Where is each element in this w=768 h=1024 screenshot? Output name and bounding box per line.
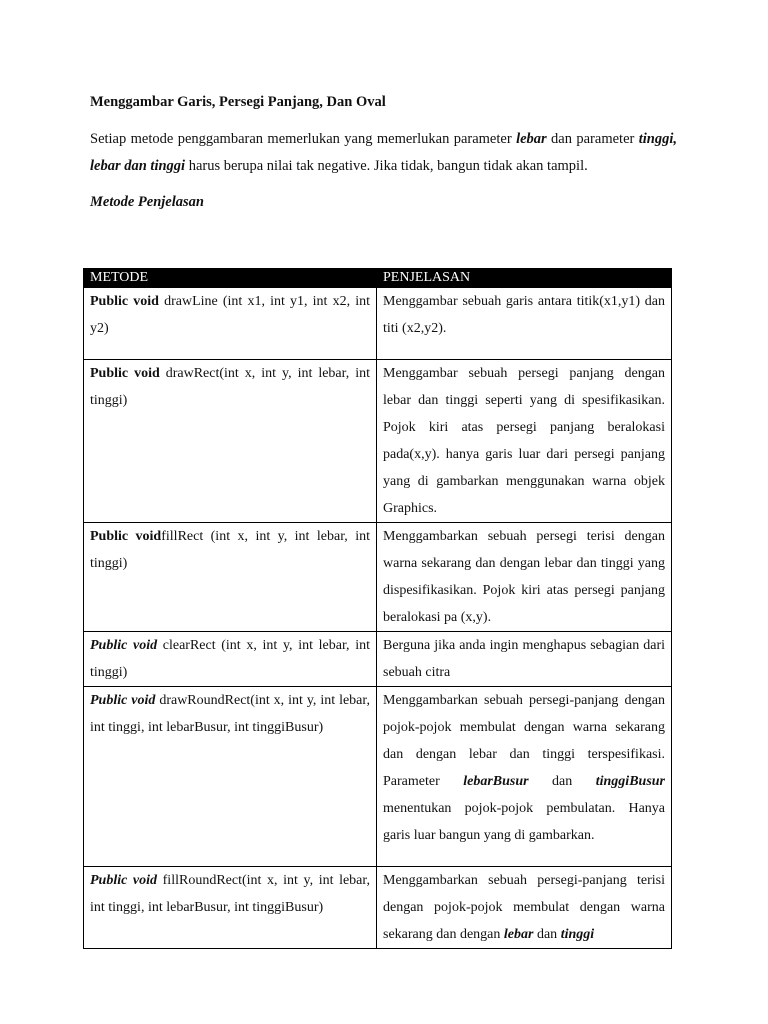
method-cell (84, 523, 377, 632)
method-cell (84, 687, 377, 867)
table-row (84, 288, 672, 360)
table-row (84, 632, 672, 687)
method-cell (84, 867, 377, 949)
param-lebar: lebar (503, 927, 534, 942)
method-keyword: Public void (90, 294, 159, 309)
method-cell (84, 632, 377, 687)
method-signature: fillRect (int x, int y, int lebar, int tinggi) (90, 529, 371, 571)
method-keyword: Public void (90, 529, 162, 544)
description-cell (377, 360, 672, 523)
method-signature: drawRect(int x, int y, int lebar, int tinggi) (90, 366, 370, 408)
description-cell (377, 523, 672, 632)
table-row (84, 523, 672, 632)
section-heading: Menggambar Garis, Persegi Panjang, Dan Oval (90, 94, 386, 110)
description-text: Menggambarkan sebuah persegi-panjang terisi dengan pojok-pojok membulat dengan warna sekarang dan dengan (383, 873, 665, 942)
table-subheading: Metode Penjelasan (90, 194, 204, 210)
method-keyword: Public void (90, 873, 158, 888)
method-cell (84, 288, 377, 360)
description-cell (377, 288, 672, 360)
description-cell (377, 632, 672, 687)
description-text: Menggambarkan sebuah persegi-panjang dengan pojok-pojok membulat dengan warna sekarang dan dengan lebar dan tinggi terspesifikasi. Parameter (383, 693, 665, 789)
method-keyword: Public void (90, 693, 156, 708)
intro-emphasis-tinggi: tinggi, lebar dan tinggi (90, 131, 677, 174)
param-lebarbusur: lebarBusur (463, 774, 529, 789)
intro-emphasis-lebar: lebar (516, 131, 547, 147)
description-text: Menggambar sebuah persegi panjang dengan lebar dan tinggi seperti yang di spesifikasikan. Pojok kiri atas persegi panjang beralokasi pada(x,y). hanya garis luar dari persegi panjang yang di gambarkan menggunakan warna objek Graphics. (383, 366, 665, 516)
intro-text-2: dan parameter (546, 131, 639, 147)
method-signature: drawRoundRect(int x, int y, int lebar, int tinggi, int lebarBusur, int tinggiBusur) (90, 693, 370, 735)
methods-table (83, 268, 672, 949)
description-cell (377, 687, 672, 867)
intro-text-3: harus berupa nilai tak negative. Jika tidak, bangun tidak akan tampil. (185, 158, 588, 174)
table-row (84, 360, 672, 523)
method-cell (84, 360, 377, 523)
description-text: Menggambarkan sebuah persegi terisi dengan warna sekarang dan dengan lebar dan tinggi yang dispesifikasikan. Pojok kiri atas persegi panjang beralokasi pa (x,y). (383, 529, 665, 625)
method-keyword: Public void (90, 366, 160, 381)
method-signature: fillRoundRect(int x, int y, int lebar, int tinggi, int lebarBusur, int tinggiBusur) (90, 873, 370, 915)
method-keyword: Public void (90, 638, 158, 653)
description-text: dan (533, 927, 561, 942)
description-text: Menggambar sebuah garis antara titik(x1,y1) dan titi (x2,y2). (383, 294, 665, 336)
description-cell (377, 867, 672, 949)
table-row (84, 687, 672, 867)
header-metode: METODE (84, 269, 377, 288)
header-penjelasan: PENJELASAN (377, 269, 672, 288)
table-row (84, 867, 672, 949)
param-tinggibusur: tinggiBusur (595, 774, 665, 789)
intro-text-1: Setiap metode penggambaran memerlukan yang memerlukan parameter (90, 131, 517, 147)
intro-paragraph (90, 126, 677, 180)
table-header-row (84, 269, 672, 288)
description-text: dan (528, 774, 596, 789)
method-signature: clearRect (int x, int y, int lebar, int tinggi) (90, 638, 370, 680)
param-tinggi: tinggi (560, 927, 595, 942)
method-signature: drawLine (int x1, int y1, int x2, int y2) (90, 294, 370, 336)
description-text: menentukan pojok-pojok pembulatan. Hanya garis luar bangun yang di gambarkan. (383, 801, 665, 843)
description-text: Berguna jika anda ingin menghapus sebagian dari sebuah citra (383, 638, 665, 680)
